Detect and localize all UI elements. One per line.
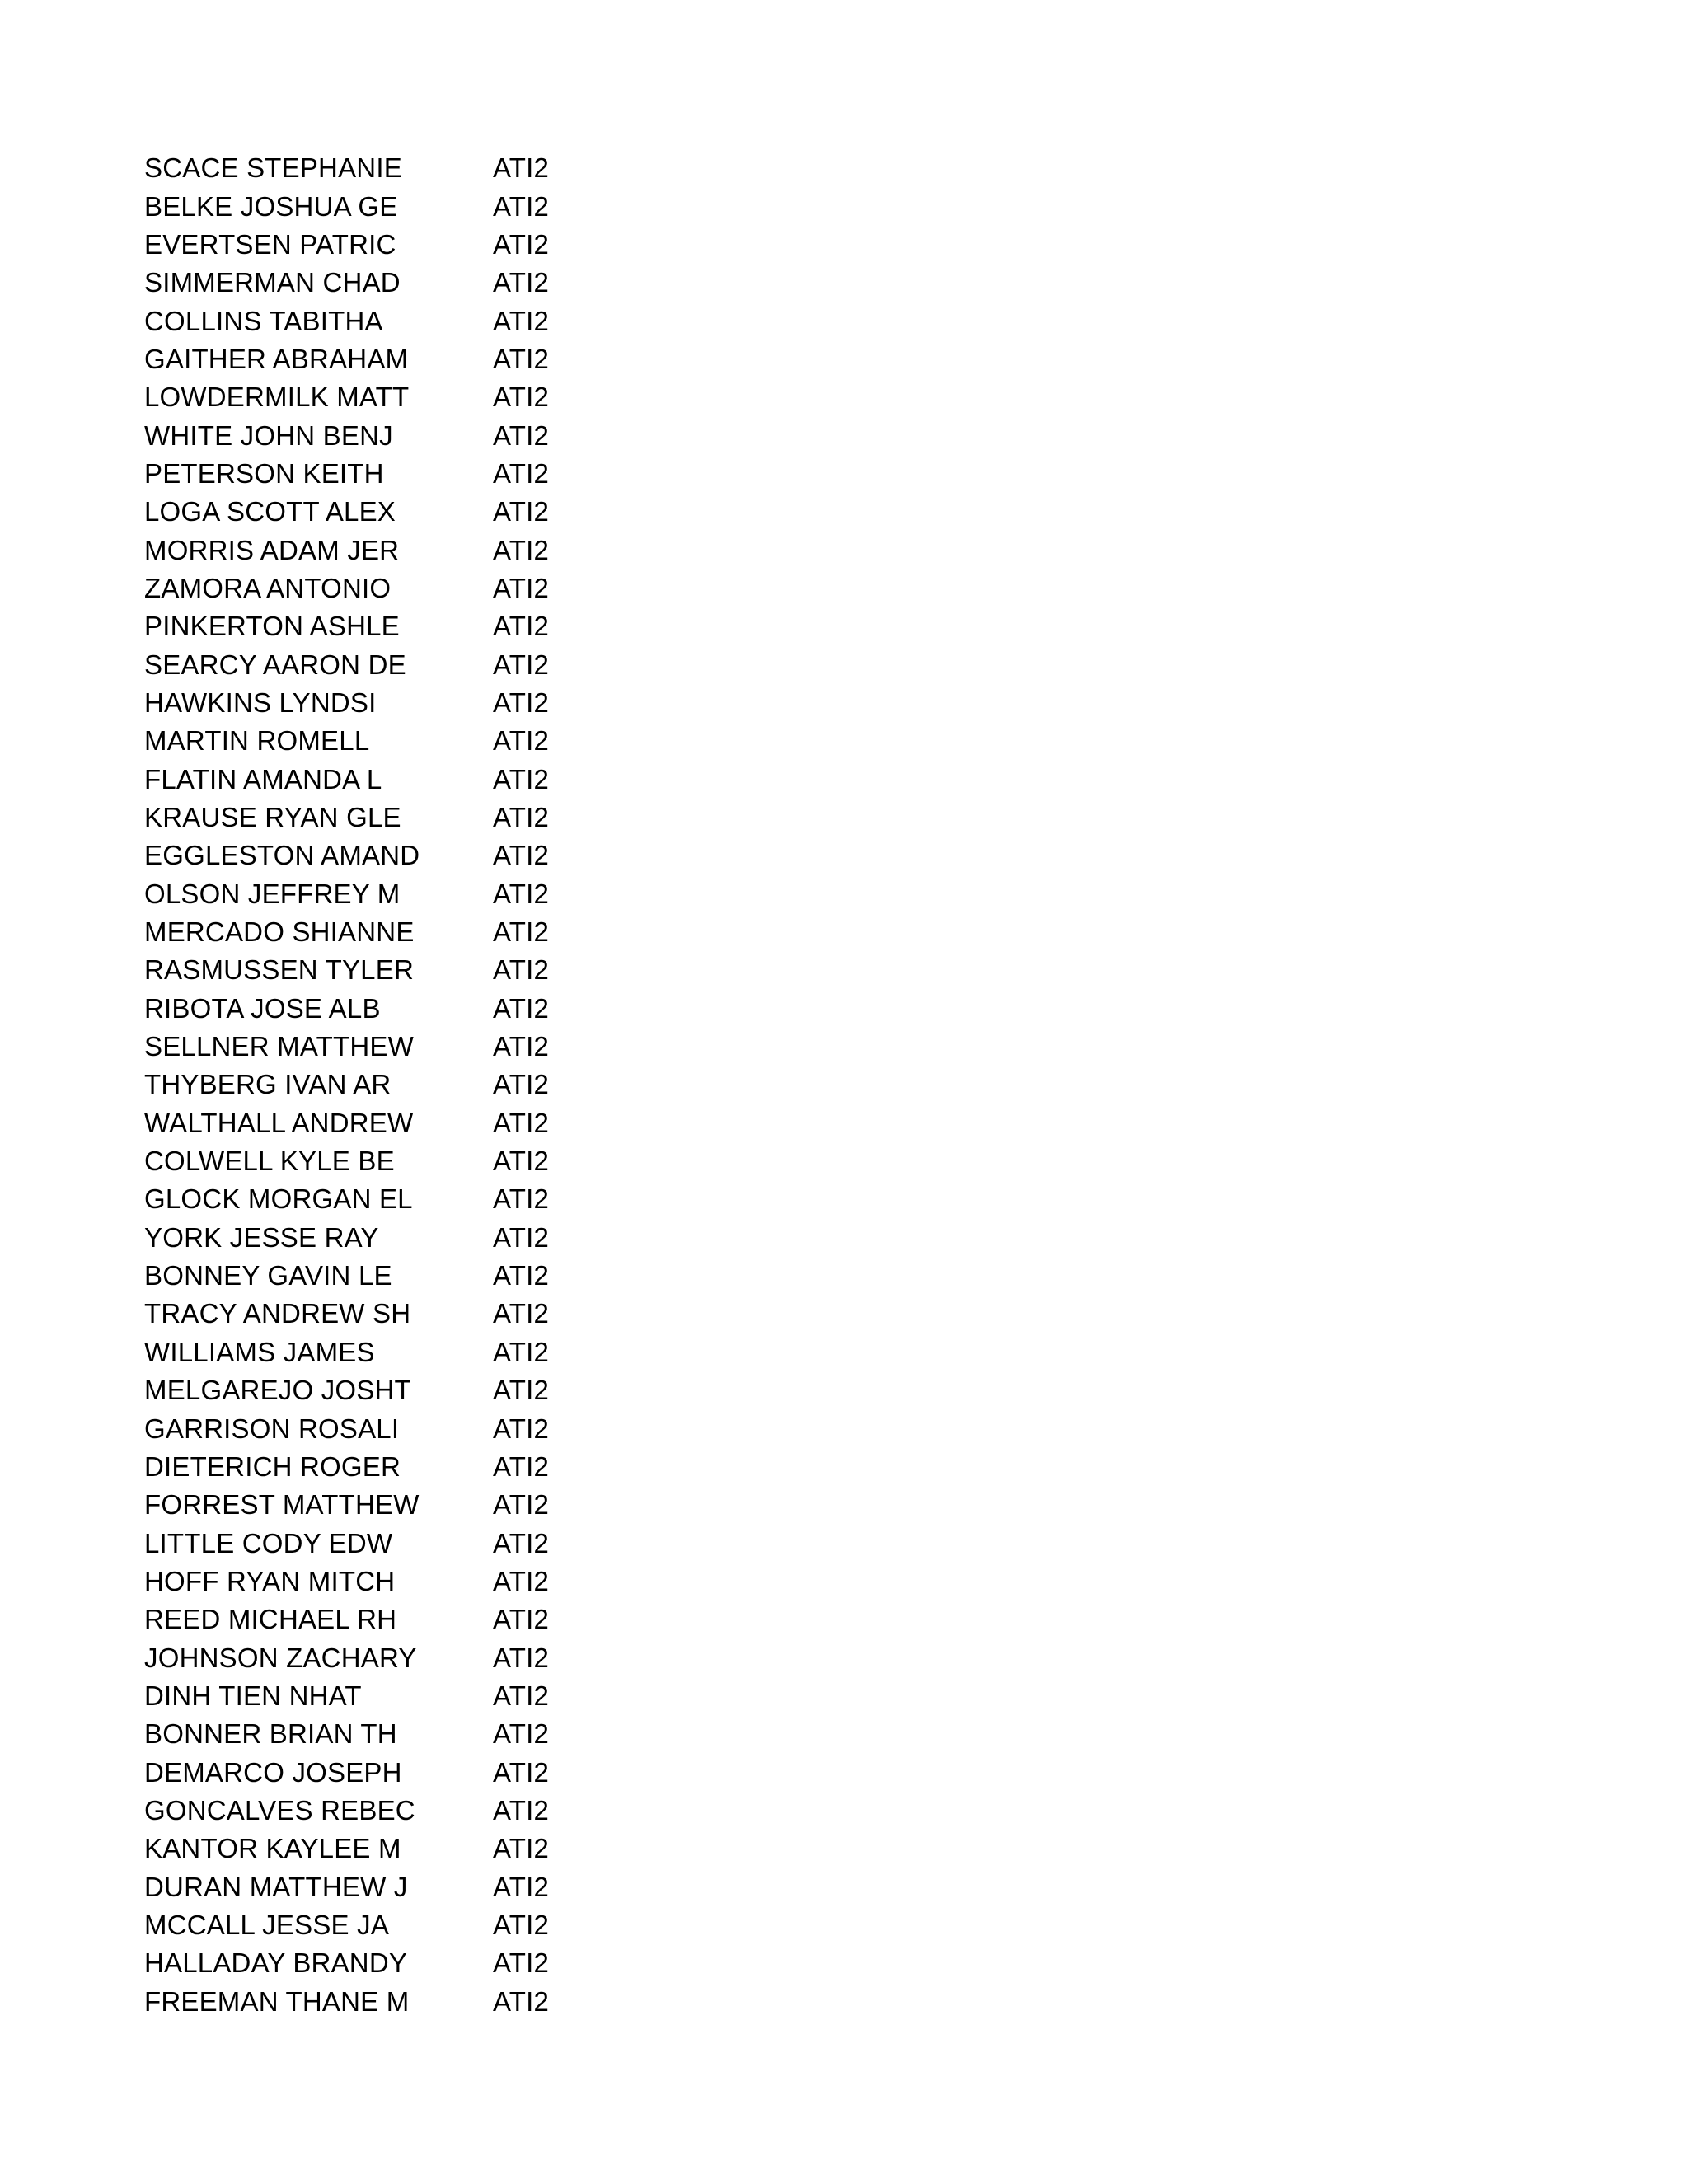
person-name: SELLNER MATTHEW bbox=[144, 1031, 414, 1062]
code-value: ATI2 bbox=[493, 954, 550, 986]
list-item bbox=[144, 416, 721, 454]
code-value: ATI2 bbox=[493, 343, 550, 374]
person-name: MARTIN ROMELL bbox=[144, 725, 370, 757]
code-value: ATI2 bbox=[493, 1451, 550, 1482]
person-name: KANTOR KAYLEE M bbox=[144, 1833, 401, 1864]
list-item bbox=[144, 799, 721, 837]
person-name: LITTLE CODY EDW bbox=[144, 1527, 393, 1558]
list-item bbox=[144, 1333, 721, 1371]
list-item bbox=[144, 1371, 721, 1409]
list-item bbox=[144, 1486, 721, 1524]
list-item bbox=[144, 761, 721, 799]
person-name: RASMUSSEN TYLER bbox=[144, 954, 414, 986]
list-item bbox=[144, 264, 721, 302]
list-item bbox=[144, 149, 721, 187]
list-item bbox=[144, 837, 721, 874]
person-name: FLATIN AMANDA L bbox=[144, 763, 382, 794]
code-value: ATI2 bbox=[493, 725, 550, 757]
code-value: ATI2 bbox=[493, 305, 550, 336]
person-name: MERCADO SHIANNE bbox=[144, 916, 415, 948]
person-name: WHITE JOHN BENJ bbox=[144, 419, 393, 451]
list-item bbox=[144, 1983, 721, 2021]
code-value: ATI2 bbox=[493, 1756, 550, 1788]
list-item bbox=[144, 1409, 721, 1447]
list-item bbox=[144, 1448, 721, 1486]
code-value: ATI2 bbox=[493, 687, 550, 718]
list-item bbox=[144, 875, 721, 913]
list-item bbox=[144, 1219, 721, 1257]
list-item bbox=[144, 1677, 721, 1715]
list-item bbox=[144, 493, 721, 531]
list-item bbox=[144, 1638, 721, 1676]
list-item bbox=[144, 1180, 721, 1218]
person-name: RIBOTA JOSE ALB bbox=[144, 992, 381, 1024]
list-item bbox=[144, 1142, 721, 1180]
code-value: ATI2 bbox=[493, 649, 550, 680]
list-item bbox=[144, 645, 721, 683]
person-name: EVERTSEN PATRIC bbox=[144, 228, 396, 260]
person-name: EGGLESTON AMAND bbox=[144, 840, 420, 871]
person-name: DIETERICH ROGER bbox=[144, 1451, 401, 1482]
person-name: HALLADAY BRANDY bbox=[144, 1947, 408, 1979]
list-item bbox=[144, 1066, 721, 1104]
list-item bbox=[144, 1830, 721, 1868]
list-item bbox=[144, 340, 721, 378]
list-item bbox=[144, 1104, 721, 1142]
code-value: ATI2 bbox=[493, 1183, 550, 1215]
person-name: LOGA SCOTT ALEX bbox=[144, 496, 396, 527]
list-item bbox=[144, 1906, 721, 1944]
person-name: GARRISON ROSALI bbox=[144, 1413, 400, 1444]
list-item bbox=[144, 569, 721, 607]
person-name: PINKERTON ASHLE bbox=[144, 611, 400, 642]
person-name: OLSON JEFFREY M bbox=[144, 878, 401, 909]
list-item bbox=[144, 1524, 721, 1562]
person-name: MELGAREJO JOSHT bbox=[144, 1375, 411, 1406]
list-item bbox=[144, 1257, 721, 1295]
person-name: KRAUSE RYAN GLE bbox=[144, 802, 401, 833]
list-item bbox=[144, 1792, 721, 1830]
person-name: GONCALVES REBEC bbox=[144, 1794, 415, 1825]
code-value: ATI2 bbox=[493, 916, 550, 948]
person-name: DINH TIEN NHAT bbox=[144, 1680, 362, 1711]
person-name: GLOCK MORGAN EL bbox=[144, 1183, 413, 1215]
person-name: MCCALL JESSE JA bbox=[144, 1909, 390, 1940]
person-name: HOFF RYAN MITCH bbox=[144, 1565, 396, 1596]
code-value: ATI2 bbox=[493, 1260, 550, 1291]
list-item bbox=[144, 302, 721, 340]
person-name: WALTHALL ANDREW bbox=[144, 1107, 414, 1138]
list-item bbox=[144, 1715, 721, 1753]
name-code-list bbox=[144, 149, 721, 2021]
person-name: ZAMORA ANTONIO bbox=[144, 572, 392, 603]
code-value: ATI2 bbox=[493, 572, 550, 603]
person-name: BONNER BRIAN TH bbox=[144, 1718, 397, 1750]
person-name: SCACE STEPHANIE bbox=[144, 152, 402, 184]
code-value: ATI2 bbox=[493, 1336, 550, 1367]
person-name: LOWDERMILK MATT bbox=[144, 382, 410, 413]
person-name: FREEMAN THANE M bbox=[144, 1985, 410, 2017]
person-name: DURAN MATTHEW J bbox=[144, 1871, 408, 1902]
person-name: BONNEY GAVIN LE bbox=[144, 1260, 392, 1291]
list-item bbox=[144, 1295, 721, 1333]
code-value: ATI2 bbox=[493, 1565, 550, 1596]
code-value: ATI2 bbox=[493, 534, 550, 565]
person-name: COLWELL KYLE BE bbox=[144, 1146, 395, 1177]
code-value: ATI2 bbox=[493, 1909, 550, 1940]
person-name: SIMMERMAN CHAD bbox=[144, 267, 401, 298]
list-item bbox=[144, 187, 721, 225]
person-name: MORRIS ADAM JER bbox=[144, 534, 400, 565]
list-item bbox=[144, 226, 721, 264]
person-name: REED MICHAEL RH bbox=[144, 1604, 397, 1635]
code-value: ATI2 bbox=[493, 1413, 550, 1444]
code-value: ATI2 bbox=[493, 763, 550, 794]
code-value: ATI2 bbox=[493, 1833, 550, 1864]
code-value: ATI2 bbox=[493, 1107, 550, 1138]
code-value: ATI2 bbox=[493, 1375, 550, 1406]
list-item bbox=[144, 531, 721, 569]
code-value: ATI2 bbox=[493, 878, 550, 909]
code-value: ATI2 bbox=[493, 1985, 550, 2017]
list-item bbox=[144, 378, 721, 416]
list-item bbox=[144, 455, 721, 493]
person-name: THYBERG IVAN AR bbox=[144, 1069, 392, 1100]
list-item bbox=[144, 990, 721, 1028]
person-name: HAWKINS LYNDSI bbox=[144, 687, 377, 718]
code-value: ATI2 bbox=[493, 1298, 550, 1329]
code-value: ATI2 bbox=[493, 496, 550, 527]
person-name: SEARCY AARON DE bbox=[144, 649, 406, 680]
person-name: COLLINS TABITHA bbox=[144, 305, 383, 336]
person-name: DEMARCO JOSEPH bbox=[144, 1756, 402, 1788]
code-value: ATI2 bbox=[493, 1604, 550, 1635]
code-value: ATI2 bbox=[493, 228, 550, 260]
code-value: ATI2 bbox=[493, 1947, 550, 1979]
person-name: TRACY ANDREW SH bbox=[144, 1298, 411, 1329]
code-value: ATI2 bbox=[493, 1146, 550, 1177]
list-item bbox=[144, 1601, 721, 1638]
list-item bbox=[144, 913, 721, 951]
code-value: ATI2 bbox=[493, 802, 550, 833]
code-value: ATI2 bbox=[493, 1527, 550, 1558]
person-name: WILLIAMS JAMES bbox=[144, 1336, 375, 1367]
code-value: ATI2 bbox=[493, 190, 550, 222]
code-value: ATI2 bbox=[493, 611, 550, 642]
person-name: JOHNSON ZACHARY bbox=[144, 1642, 417, 1673]
code-value: ATI2 bbox=[493, 419, 550, 451]
code-value: ATI2 bbox=[493, 1718, 550, 1750]
person-name: BELKE JOSHUA GE bbox=[144, 190, 398, 222]
code-value: ATI2 bbox=[493, 992, 550, 1024]
person-name: FORREST MATTHEW bbox=[144, 1489, 420, 1521]
list-item bbox=[144, 1563, 721, 1601]
code-value: ATI2 bbox=[493, 1794, 550, 1825]
code-value: ATI2 bbox=[493, 1069, 550, 1100]
code-value: ATI2 bbox=[493, 1221, 550, 1253]
person-name: GAITHER ABRAHAM bbox=[144, 343, 409, 374]
code-value: ATI2 bbox=[493, 1680, 550, 1711]
list-item bbox=[144, 1028, 721, 1066]
code-value: ATI2 bbox=[493, 1871, 550, 1902]
list-item bbox=[144, 1753, 721, 1791]
list-item bbox=[144, 951, 721, 989]
person-name: YORK JESSE RAY bbox=[144, 1221, 379, 1253]
list-item bbox=[144, 1944, 721, 1982]
code-value: ATI2 bbox=[493, 1489, 550, 1521]
code-value: ATI2 bbox=[493, 1642, 550, 1673]
code-value: ATI2 bbox=[493, 840, 550, 871]
list-item bbox=[144, 722, 721, 760]
code-value: ATI2 bbox=[493, 457, 550, 489]
list-item bbox=[144, 684, 721, 722]
person-name: PETERSON KEITH bbox=[144, 457, 384, 489]
list-item bbox=[144, 607, 721, 645]
code-value: ATI2 bbox=[493, 152, 550, 184]
code-value: ATI2 bbox=[493, 267, 550, 298]
code-value: ATI2 bbox=[493, 382, 550, 413]
code-value: ATI2 bbox=[493, 1031, 550, 1062]
list-item bbox=[144, 1868, 721, 1905]
